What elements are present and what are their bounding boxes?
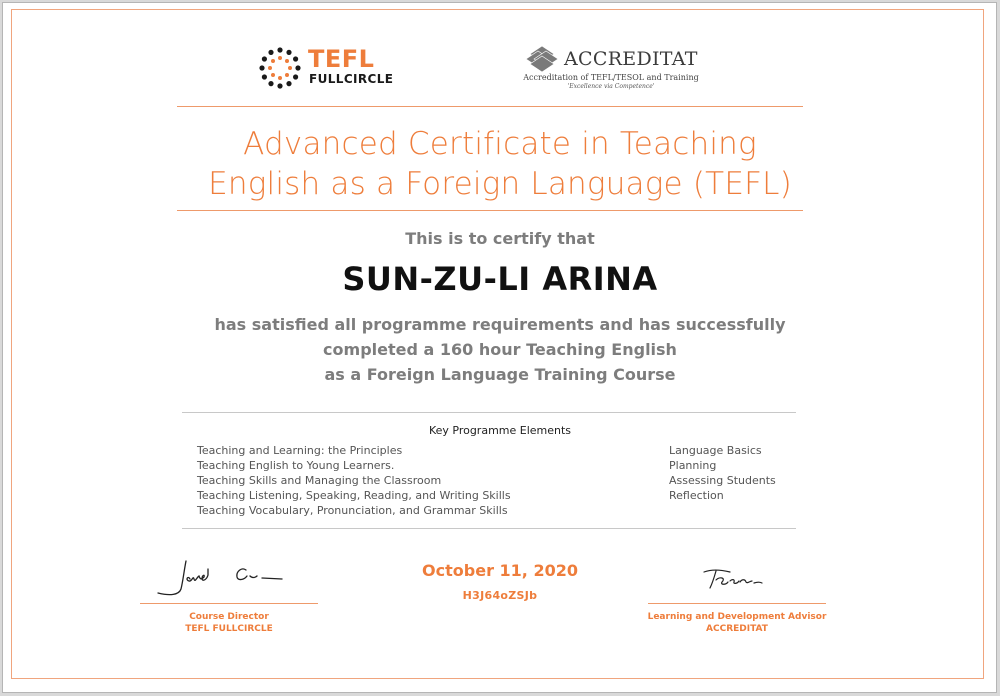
key-elements-heading: Key Programme Elements xyxy=(428,424,572,437)
certificate-code: H3J64oZSJb xyxy=(462,589,538,602)
elements-bottom-rule xyxy=(182,528,796,529)
accreditat-logo xyxy=(516,46,706,94)
right-signatory-caption xyxy=(636,611,838,635)
accreditat-logo-sub: Accreditation of TEFL/TESOL and Training xyxy=(523,73,699,82)
dotted-circle-icon xyxy=(258,46,302,90)
description-line-1: has satisfied all programme requirements and has successfully xyxy=(214,315,786,334)
stacked-squares-icon xyxy=(524,46,560,74)
elements-right-list xyxy=(669,443,776,503)
advisor-signature xyxy=(690,562,790,598)
tefl-fullcircle-logo xyxy=(258,46,408,90)
certify-text: This is to certify that xyxy=(405,229,595,248)
accreditat-logo-motto: 'Excellence via Competence' xyxy=(567,83,655,90)
list-item: Planning xyxy=(669,459,717,472)
issue-date: October 11, 2020 xyxy=(422,561,578,580)
list-item: Assessing Students xyxy=(669,474,776,487)
tefl-logo-sub: FULLCIRCLE xyxy=(309,72,394,86)
left-signature-line xyxy=(140,603,318,604)
certificate-title xyxy=(150,124,850,204)
right-signatory-role: Learning and Development Advisor xyxy=(647,612,827,622)
list-item: Reflection xyxy=(669,489,724,502)
certificate-description xyxy=(150,312,850,387)
left-signatory-org: TEFL FULLCIRCLE xyxy=(185,624,273,634)
elements-top-rule xyxy=(182,412,796,413)
list-item: Teaching Listening, Speaking, Reading, and Writing Skills xyxy=(197,489,511,502)
course-director-signature xyxy=(150,555,290,600)
title-top-rule xyxy=(177,106,803,107)
title-bottom-rule xyxy=(177,210,803,211)
list-item: Teaching Skills and Managing the Classroom xyxy=(197,474,442,487)
tefl-logo-word: TEFL xyxy=(308,45,375,73)
list-item: Teaching Vocabulary, Pronunciation, and Grammar Skills xyxy=(197,504,508,517)
left-signatory-role: Course Director xyxy=(189,612,269,622)
recipient-name: SUN-ZU-LI ARINA xyxy=(342,260,658,298)
elements-left-list xyxy=(197,443,511,518)
list-item: Teaching and Learning: the Principles xyxy=(197,444,403,457)
accreditat-logo-word: ACCREDITAT xyxy=(564,48,698,70)
list-item: Language Basics xyxy=(669,444,762,457)
right-signatory-org: ACCREDITAT xyxy=(706,624,768,634)
title-line-1: Advanced Certificate in Teaching xyxy=(243,126,757,162)
left-signatory-caption xyxy=(140,611,318,635)
description-line-3: as a Foreign Language Training Course xyxy=(324,365,676,384)
list-item: Teaching English to Young Learners. xyxy=(197,459,395,472)
description-line-2: completed a 160 hour Teaching English xyxy=(323,340,677,359)
right-signature-line xyxy=(648,603,826,604)
title-line-2: English as a Foreign Language (TEFL) xyxy=(208,166,792,202)
